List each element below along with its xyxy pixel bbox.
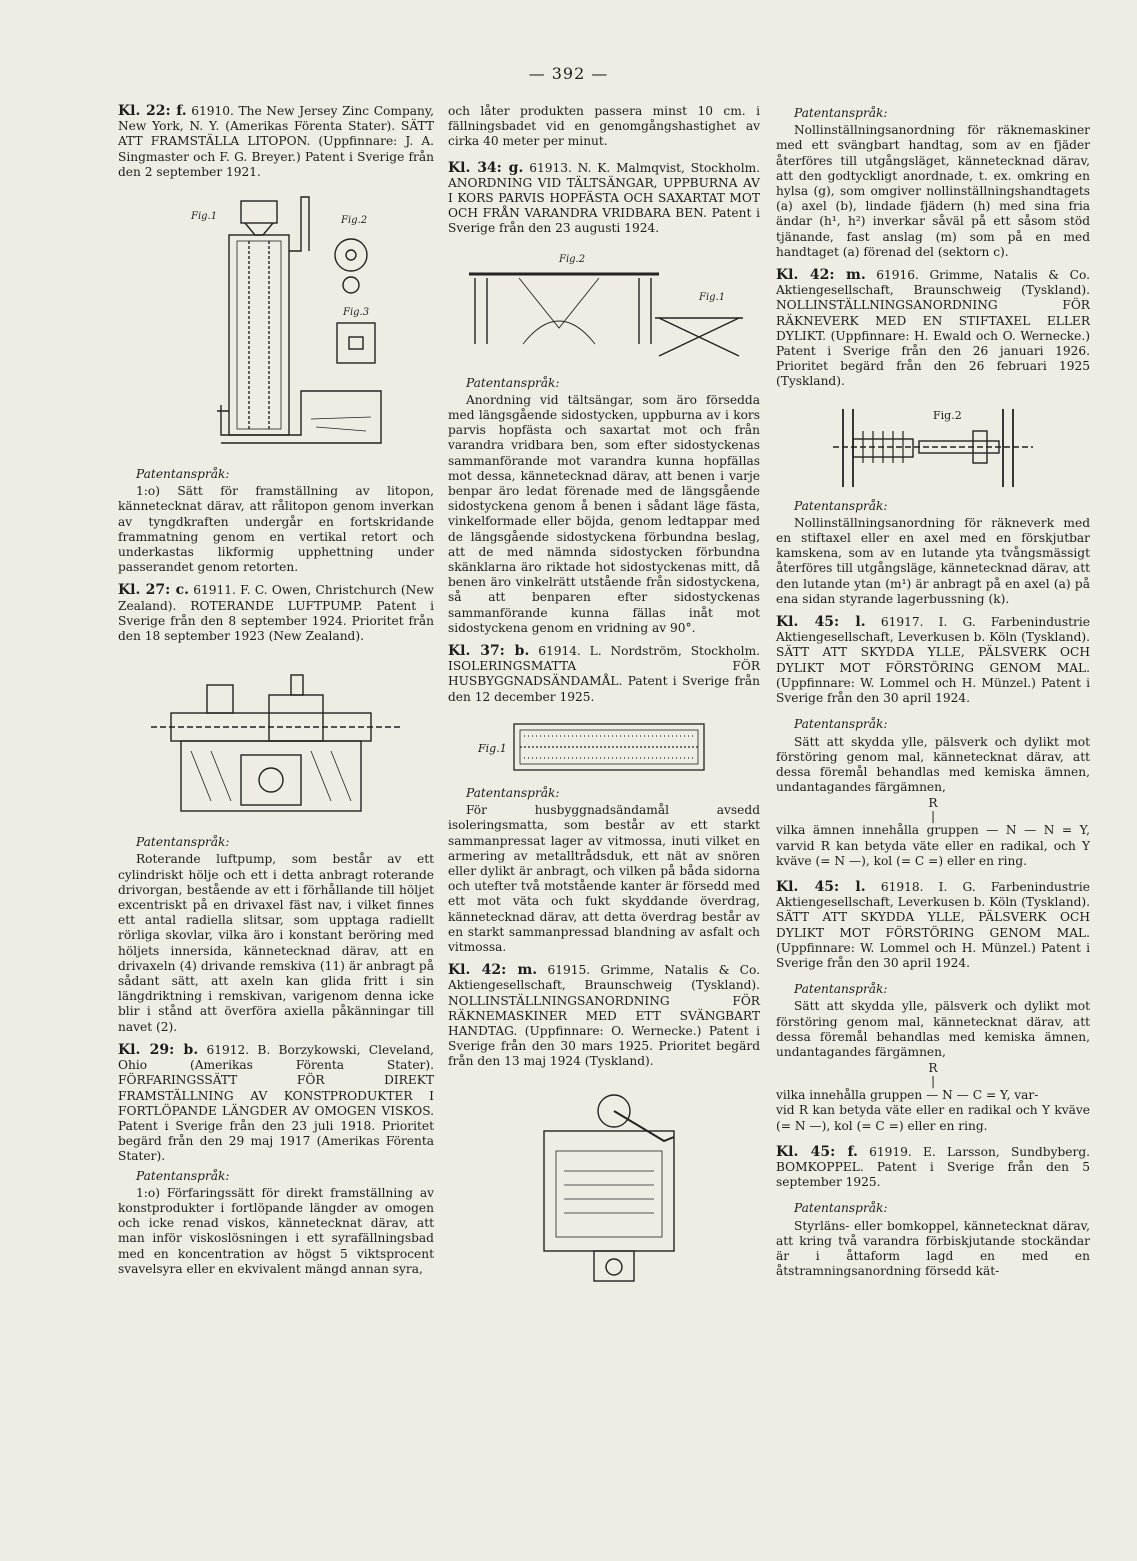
formula-bond: |	[930, 809, 936, 824]
claim-text: 1:o) Sätt för framställning av litopon, kännetecknat därav, att rålitopon genom inverkan av tyngdkraften undergår en fortskridande frammatning genom en vertikal retort och underkastas likformig upphettning under passerandet genom retorten.	[118, 484, 434, 575]
svg-text:Fig.1: Fig.1	[191, 211, 218, 223]
class-heading: Kl. 42: m.	[776, 267, 866, 284]
patent-entry-61912	[118, 1043, 434, 1165]
claim-text: Nollinställningsanordning för räknemaskiner med ett svängbart handtag, som av en fjäder återföres till utgångsläget, kännetecknad därav, att den godtyckligt anordnade, t. ex. omkring en hylsa (g), som omgiver nollinställningshandtagets (a) axel (b), lindade fjädern (h) med sina fria ändar (h¹, h²) inverkar såväl på ett såsom stöd tjänande, fast anslag (m) som på en med handtaget (a) förenad del (sektorn c).	[776, 123, 1090, 259]
page-number: — 392 —	[528, 64, 609, 83]
svg-text:Fig.2: Fig.2	[341, 215, 368, 227]
formula-r: R	[928, 1061, 938, 1076]
entry-text: 61915. Grimme, Natalis & Co. Aktiengesellschaft, Braunschweig (Tyskland). NOLLINSTÄLLNINGSANORDNING FÖR RÄKNEMASKINER MED ETT SVÄNGBART HANDTAG. (Uppfinnare: O. Wernecke.) Patent i Sverige från den 30 mars 1925. Prioritet begärd från den 13 maj 1924 (Tyskland).	[448, 963, 761, 1069]
claims-heading: Patentanspråk:	[466, 375, 560, 390]
svg-text:Fig.2: Fig.2	[933, 408, 962, 422]
figure-insulation-mat-drawing	[474, 716, 734, 778]
claim-text: Nollinställningsanordning för räkneverk med en stiftaxel eller en axel med en förskjutbar kamskena, som av en lutande yta tvångsmässigt återföres till utgångsläge, kännetecknad därav, att den lutande ytan (m¹) är anbragt på en axel (a) på ena sidan styrande lagerbussning (k).	[776, 515, 1090, 606]
column-1	[118, 104, 434, 1285]
patent-entry-61918	[776, 880, 1090, 971]
patent-entry-61910	[118, 104, 434, 180]
claim-text: Styrläns- eller bomkoppel, kännetecknat därav, att kring två varandra förbiskjutande stockändar är i åttaform lagd en med en åtstramningsanordning försedd kät-	[776, 1218, 1090, 1279]
claims-heading: Patentanspråk:	[794, 717, 888, 732]
class-heading: Kl. 27: c.	[118, 582, 189, 599]
patent-entry-61915	[448, 963, 760, 1069]
entry-text: 61911. F. C. Owen, Christchurch (New Zealand). ROTERANDE LUFTPUMP. Patent i Sverige från den 8 september 1924. Prioritet från den 18 september 1923 (New Zealand).	[118, 583, 434, 644]
patent-entry-61917	[776, 615, 1090, 706]
svg-text:Fig.3: Fig.3	[343, 307, 370, 319]
claims-heading: Patentanspråk:	[466, 785, 560, 800]
entry-text: 61913. N. K. Malmqvist, Stockholm. ANORDNING VID TÄLTSÄNGAR, UPPBURNA AV I KORS PARVIS HOPFÄSTA OCH SAXARTAT MOT OCH FRÅN VARANDRA VRIDBARA BEN. Patent i Sverige från den 23 augusti 1924.	[448, 160, 761, 236]
claims-heading: Patentanspråk:	[136, 1168, 230, 1183]
entry-text: 61917. I. G. Farbenindustrie Aktiengesellschaft, Leverkusen b. Köln (Tyskland). SÄTT ATT SKYDDA YLLE, PÄLSVERK OCH DYLIKT MOT FÖRSTÖRING GENOM MAL. (Uppfinnare: W. Lommel och H. Münzel.) Patent i Sverige från den 30 april 1924.	[776, 615, 1090, 706]
patent-entry-61911	[118, 583, 434, 644]
claims-heading: Patentanspråk:	[794, 1201, 888, 1216]
claims-heading: Patentanspråk:	[794, 982, 888, 997]
claim-text: Sätt att skydda ylle, pälsverk och dylikt mot förstöring genom mal, kännetecknat därav, att dessa föremål behandlas med kemiska ämnen, undantagandes färgämnen,	[776, 734, 1090, 795]
class-heading: Kl. 45: l.	[776, 614, 866, 631]
patent-entry-61919	[776, 1145, 1090, 1191]
claims-heading: Patentanspråk:	[136, 467, 230, 482]
continuation-text: och låter produkten passera minst 10 cm. i fällningsbadet vid en genomgångshastighet av cirka 40 meter per minut.	[448, 104, 760, 149]
column-2	[448, 104, 760, 1299]
claim-text: Sätt att skydda ylle, pälsverk och dylikt mot förstöring genom mal, kännetecknat därav, att dessa föremål behandlas med kemiska ämnen, undantagandes färgämnen,	[776, 999, 1090, 1059]
entry-text: 61914. L. Nordström, Stockholm. ISOLERINGSMATTA FÖR HUSBYGGNADSÄNDAMÅL. Patent i Sverige från den 12 december 1925.	[448, 644, 761, 704]
column-3	[776, 104, 1090, 1287]
figure-air-pump-drawing	[151, 655, 401, 827]
formula-r: R	[928, 796, 938, 811]
svg-text:Fig.2: Fig.2	[559, 253, 586, 265]
patent-entry-61916	[776, 268, 1090, 390]
formula-text-continued: vid R kan betyda väte eller en radikal och Y kväve (= N —), kol (= C =) eller en ring.	[776, 1103, 1090, 1133]
class-heading: Kl. 22: f.	[118, 103, 187, 119]
class-heading: Kl. 42: m.	[448, 962, 538, 979]
entry-text: 61916. Grimme, Natalis & Co. Aktiengesellschaft, Braunschweig (Tyskland). NOLLINSTÄLLNINGSANORDNING FÖR RÄKNEVERK MED EN STIFTAXEL ELLER DYLIKT. (Uppfinnare: H. Ewald och O. Wernecke.) Patent i Sverige från den 26 januari 1926. Prioritet begärd från den 26 februari 1925 (Tyskland).	[776, 268, 1090, 389]
entry-text: 61910. The New Jersey Zinc Company, New York, N. Y. (Amerikas Förenta Stater). SÄTT ATT FRAMSTÄLLA LITOPON. (Uppfinnare: J. A. Singmaster och F. G. Breyer.) Patent i Sverige från den 2 september 1921.	[118, 104, 435, 179]
claim-text: 1:o) Förfaringssätt för direkt framställning av konstprodukter i fortlöpande längder av omogen och icke renad viskos, kännetecknat därav, att man inför viskoslösningen i ett syrafällningsbad med en koncentration av högst 5 viktsprocent svavelsyra eller en ekvivalent mängd annan syra,	[118, 1185, 434, 1276]
patent-entry-61914	[448, 644, 760, 705]
class-heading: Kl. 29: b.	[118, 1041, 199, 1058]
class-heading: Kl. 45: l.	[776, 878, 866, 895]
patent-entry-61913	[448, 161, 760, 237]
class-heading: Kl. 37: b.	[448, 643, 530, 660]
figure-counter-reset-drawing	[504, 1081, 704, 1291]
figure-camp-bed-drawing	[459, 248, 749, 368]
class-heading: Kl. 34: g.	[448, 159, 524, 176]
claims-heading: Patentanspråk:	[794, 498, 888, 513]
svg-text:Fig.1: Fig.1	[478, 741, 507, 755]
claims-heading: Patentanspråk:	[136, 835, 230, 850]
formula-text: vilka innehålla gruppen — N — C = Y, var-	[776, 1088, 1039, 1103]
entry-text: 61919. E. Larsson, Sundbyberg. BOMKOPPEL. Patent i Sverige från den 5 september 1925.	[776, 1144, 1090, 1190]
claims-heading: Patentanspråk:	[794, 106, 888, 120]
class-heading: Kl. 45: f.	[776, 1143, 858, 1160]
claim-text: Anordning vid tältsängar, som äro försedda med längsgående sidostycken, uppburna av i kors parvis hopfästa och saxartat mot och från varandra vridbara ben, som efter sidostyckenas sammanförande mot varandra kunna hopfällas mot dessa, kännetecknad därav, att benen i varje benpar äro ledat förenade med de längsgående sidostyckena genom å benen i sådant läge fästa, vinkelformade eller böjda, genom ledtappar med de längsgående sidostyckena förbundna beslag, att de med nämnda sidostycken förbundna skänklarna äro riktade hot sidostyckenas mitt, då benen äro vinkelrätt utstående från sidostyckena, så att benparen efter sidostyckenas sammanförande kunna fällas inåt mot sidostyckena genom en vridning av 90°.	[448, 392, 760, 635]
formula-bond: |	[930, 1074, 936, 1089]
formula-text: vilka ämnen innehålla gruppen — N — N = Y, varvid R kan betyda väte eller en radikal, och Y kväve (= N —), kol (= C =) eller en ring.	[776, 823, 1090, 868]
claim-text: Roterande luftpump, som består av ett cylindriskt hölje och ett i detta anbragt roterande drivorgan, bestående av ett i förhållande till höljet excentriskt på en drivaxel fäst nav, i vilket finnes ett antal radiella slitsar, som upptaga radiellt rörliga skovlar, vilka äro i konstant beröring med höljets innersida, kännetecknad därav, att en drivaxeln (4) drivande remskiva (11) är anbragt på sådant sätt, att axeln kan glida fritt i sin längdriktning i remskivan, varigenom denna icke blir i stånd att överföra axiella påkänningar till navet (2).	[118, 852, 434, 1034]
claim-text: För husbyggnadsändamål avsedd isoleringsmatta, som består av ett starkt sammanpressat lager av vitmossa, inuti vilket en armering av metalltrådsduk, ett nät av snören eller dylikt är anbragt, och vilken på båda sidorna och utefter två motstående kanter är försedd med ett mot väta och fukt skyddande överdrag, kännetecknad därav, att detta överdrag består av en starkt sammanpressad blandning av asfalt och vitmossa.	[448, 803, 760, 954]
svg-text:Fig.1: Fig.1	[699, 291, 726, 303]
entry-text: 61912. B. Borzykowski, Cleveland, Ohio (Amerikas Förenta Stater). FÖRFARINGSSÄTT FÖR DIREKT FRAMSTÄLLNING AV KONSTPRODUKTER I FORTLÖPANDE LÄNGDER AV OMOGEN VISKOS. Patent i Sverige från den 23 juli 1918. Prioritet begärd från den 29 maj 1917 (Amerikas Förenta Stater).	[118, 1042, 435, 1164]
entry-text: 61918. I. G. Farbenindustrie Aktiengesellschaft, Leverkusen b. Köln (Tyskland). SÄTT ATT SKYDDA YLLE, PÄLSVERK OCH DYLIKT MOT FÖRSTÖRING GENOM MAL. (Uppfinnare: W. Lommel och H. Münzel.) Patent i Sverige från den 30 april 1924.	[776, 879, 1090, 970]
figure-retort-drawing	[151, 191, 401, 459]
figure-pin-axle-drawing	[823, 401, 1043, 491]
